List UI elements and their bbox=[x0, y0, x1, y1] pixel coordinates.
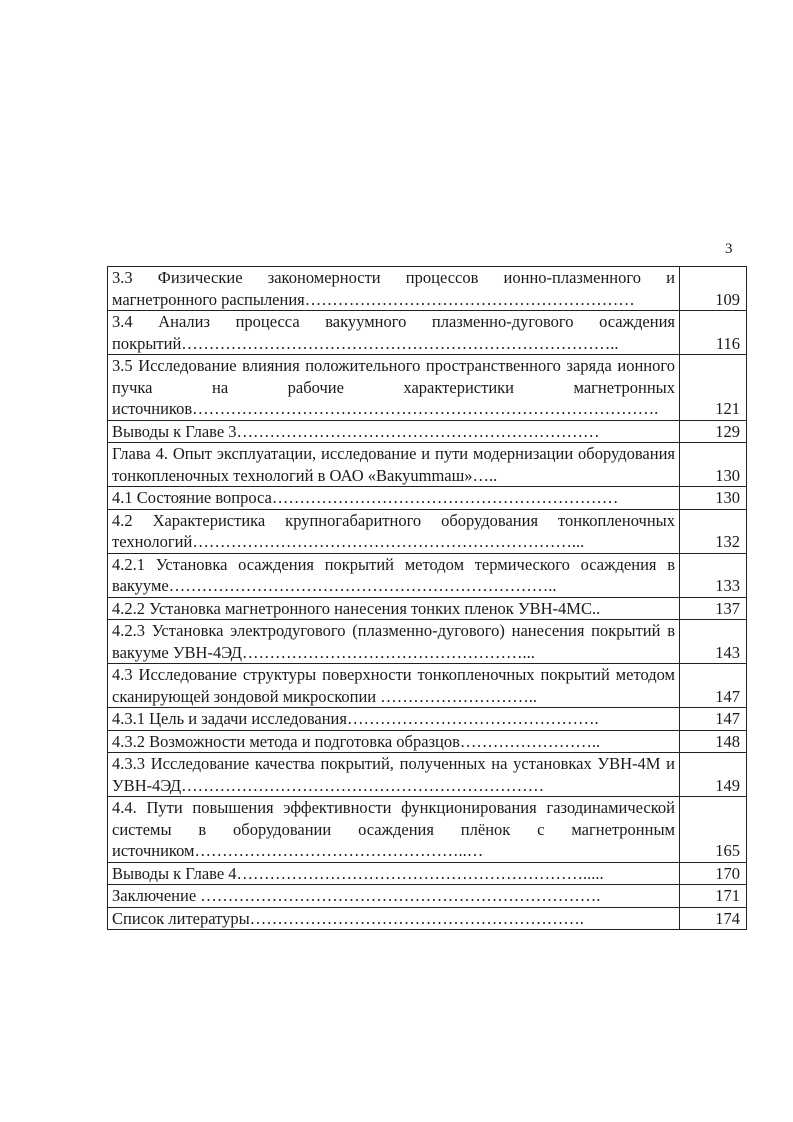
toc-row bbox=[108, 797, 747, 863]
toc-entry-page: 129 bbox=[680, 420, 747, 443]
toc-entry-title: Глава 4. Опыт эксплуатации, исследование и пути модернизации оборудования тонкопленочных технологий в ОАО «Вакуummaш»….. bbox=[108, 443, 680, 487]
toc-row bbox=[108, 509, 747, 553]
toc-entry-page: 116 bbox=[680, 311, 747, 355]
toc-row bbox=[108, 597, 747, 620]
toc-entry-title: Список литературы……………………………………………………. bbox=[108, 907, 680, 930]
toc-entry-title: Заключение ………………………………………………………………. bbox=[108, 885, 680, 908]
toc-entry-title: 4.3.3 Исследование качества покрытий, полученных на установках УВН-4М и УВН-4ЭД………………………………………………………… bbox=[108, 753, 680, 797]
toc-entry-page: 165 bbox=[680, 797, 747, 863]
toc-row bbox=[108, 553, 747, 597]
toc-row bbox=[108, 708, 747, 731]
toc-entry-title: 4.2 Характеристика крупногабаритного оборудования тонкопленочных технологий……………………………………………………………... bbox=[108, 509, 680, 553]
page-number: 3 bbox=[725, 241, 733, 257]
toc-entry-title: 4.3.2 Возможности метода и подготовка образцов…………………….. bbox=[108, 730, 680, 753]
toc-entry-title: 4.2.3 Установка электродугового (плазменно-дугового) нанесения покрытий в вакууме УВН-4ЭД……………………………………………... bbox=[108, 620, 680, 664]
toc-entry-title: Выводы к Главе 4………………………………………………………..... bbox=[108, 862, 680, 885]
toc-entry-page: 148 bbox=[680, 730, 747, 753]
table-of-contents bbox=[107, 266, 747, 930]
toc-entry-title: 4.2.2 Установка магнетронного нанесения тонких пленок УВН-4МС.. bbox=[108, 597, 680, 620]
toc-row bbox=[108, 664, 747, 708]
toc-entry-page: 130 bbox=[680, 443, 747, 487]
toc-body bbox=[108, 267, 747, 930]
toc-entry-page: 174 bbox=[680, 907, 747, 930]
toc-row bbox=[108, 753, 747, 797]
toc-row bbox=[108, 355, 747, 421]
toc-row bbox=[108, 907, 747, 930]
toc-row bbox=[108, 885, 747, 908]
toc-entry-page: 170 bbox=[680, 862, 747, 885]
toc-entry-title: Выводы к Главе 3………………………………………………………… bbox=[108, 420, 680, 443]
toc-entry-page: 149 bbox=[680, 753, 747, 797]
toc-entry-page: 147 bbox=[680, 708, 747, 731]
toc-entry-page: 130 bbox=[680, 487, 747, 510]
toc-entry-title: 3.3 Физические закономерности процессов ионно-плазменного и магнетронного распыления…………………………………………………… bbox=[108, 267, 680, 311]
toc-entry-page: 171 bbox=[680, 885, 747, 908]
toc-entry-title: 4.3.1 Цель и задачи исследования………………………………………. bbox=[108, 708, 680, 731]
toc-entry-title: 3.5 Исследование влияния положительного пространственного заряда ионного пучка на рабочие характеристики магнетронных источников…………………………………………………………………………. bbox=[108, 355, 680, 421]
toc-row bbox=[108, 311, 747, 355]
toc-entry-title: 4.4. Пути повышения эффективности функционирования газодинамической системы в оборудовании осаждения плёнок с магнетронным источником…………………………………………..… bbox=[108, 797, 680, 863]
toc-entry-page: 121 bbox=[680, 355, 747, 421]
toc-entry-title: 4.1 Состояние вопроса……………………………………………………… bbox=[108, 487, 680, 510]
toc-row bbox=[108, 620, 747, 664]
toc-row bbox=[108, 267, 747, 311]
toc-row bbox=[108, 862, 747, 885]
toc-entry-page: 137 bbox=[680, 597, 747, 620]
toc-entry-title: 4.2.1 Установка осаждения покрытий методом термического осаждения в вакууме…………………………………………………………….. bbox=[108, 553, 680, 597]
toc-entry-title: 4.3 Исследование структуры поверхности тонкопленочных покрытий методом сканирующей зондовой микроскопии ……………………….. bbox=[108, 664, 680, 708]
toc-entry-page: 132 bbox=[680, 509, 747, 553]
toc-row bbox=[108, 730, 747, 753]
toc-entry-page: 109 bbox=[680, 267, 747, 311]
toc-entry-page: 147 bbox=[680, 664, 747, 708]
toc-entry-title: 3.4 Анализ процесса вакуумного плазменно-дугового осаждения покрытий…………………………………………………………………….. bbox=[108, 311, 680, 355]
toc-entry-page: 143 bbox=[680, 620, 747, 664]
toc-entry-page: 133 bbox=[680, 553, 747, 597]
toc-row bbox=[108, 443, 747, 487]
toc-row bbox=[108, 420, 747, 443]
toc-row bbox=[108, 487, 747, 510]
